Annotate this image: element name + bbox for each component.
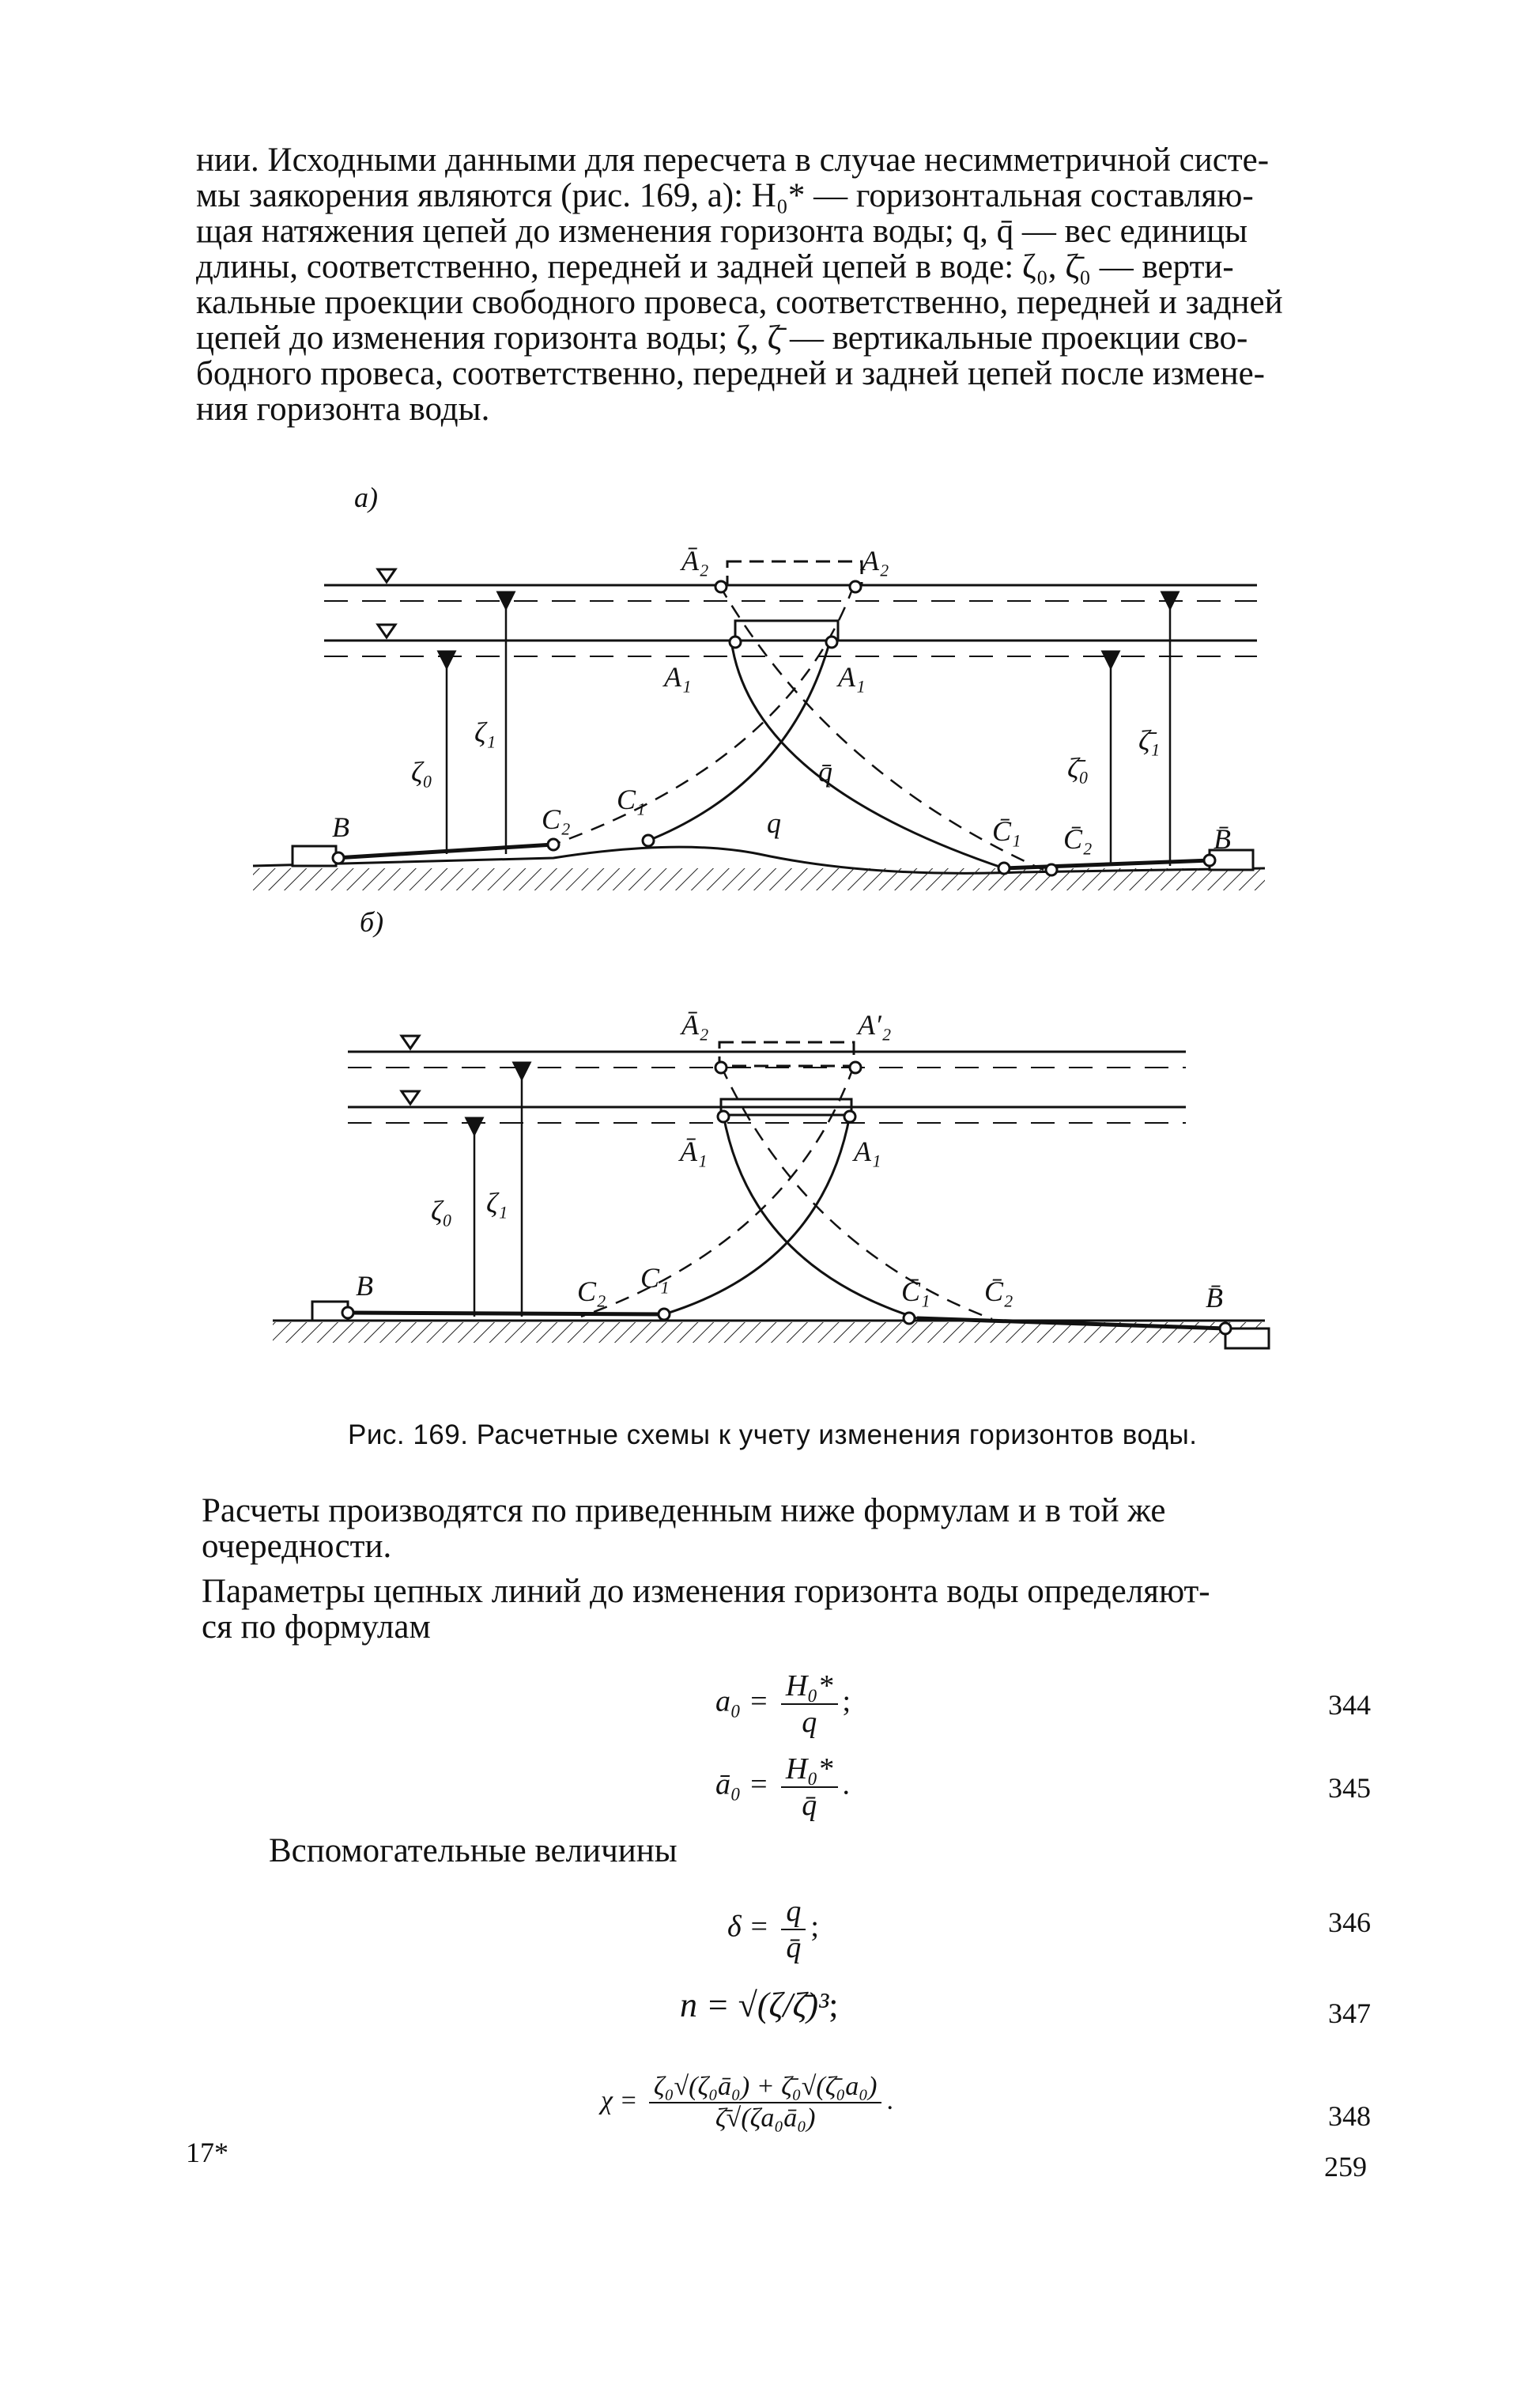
label-b-b-bar: B̄ — [1206, 1282, 1223, 1313]
label-a2: A₂ — [862, 545, 889, 576]
panel-b-label: б) — [360, 906, 384, 938]
text-line: длины, соответственно, передней и задней цепей в воде: ζ₀, ζ̄₀ — верти- — [196, 248, 1234, 285]
label-a1-left: A₁ — [664, 661, 692, 693]
label-b-a2-prime: A′₂ — [858, 1009, 892, 1041]
label-b: B — [332, 811, 349, 843]
text-line: Расчеты производятся по приведенным ниже формулам и в той же — [202, 1492, 1166, 1529]
label-b-a1-left: Ā₁ — [680, 1136, 708, 1167]
text-line: Параметры цепных линий до изменения горизонта воды определяют- — [202, 1573, 1210, 1610]
label-b-c1: C₁ — [640, 1262, 670, 1294]
label-a1-right: A₁ — [838, 661, 866, 693]
text-line: нии. Исходными данными для пересчета в случае несимметричной систе- — [196, 142, 1270, 179]
paragraph-calculations — [202, 1493, 1364, 1564]
equation-number: 346 — [1328, 1907, 1371, 1938]
label-q: q — [767, 807, 781, 839]
label-c1-bar: C̄₁ — [992, 815, 1021, 847]
equation-346: δ = $\frac{q}{q̄}$ ; — [727, 1895, 819, 1964]
equation-number: 347 — [1328, 1997, 1371, 2029]
equation-347: n = √(ζ/ζ̄)³; — [680, 1986, 839, 2024]
panel-a-diagram — [253, 561, 1265, 890]
text-line: ся по формулам — [202, 1608, 431, 1646]
page-number: 259 — [1324, 2151, 1367, 2183]
label-b-zeta0: ζ₀ — [431, 1195, 453, 1226]
label-b-b: B — [356, 1270, 373, 1302]
equation-345: ā₀ = $\frac{\text{H₀*}}{q̄}$ . — [715, 1752, 851, 1822]
label-b-c2: C₂ — [577, 1276, 606, 1307]
text-line: мы заякорения являются (рис. 169, а): Н₀* — горизонтальная составляю- — [196, 177, 1254, 214]
label-b-c1-bar: C̄₁ — [901, 1276, 930, 1307]
label-zeta0-bar: ζ̄₀ — [1067, 752, 1089, 784]
text-line: щая натяжения цепей до изменения горизонта воды; q, q̄ — вес единицы — [196, 213, 1247, 250]
panel-a-label: а) — [354, 482, 378, 513]
equation-348: χ = $\frac{\text{ζ₀√(ζ₀ā₀) + ζ̄₀√(ζ̄₀a₀)}}{\text{ζ̄√(ζa₀ā₀)}}$ . — [601, 2072, 893, 2133]
signature-mark: 17* — [186, 2137, 228, 2168]
text-line: бодного провеса, соответственно, передней и задней цепей после измене- — [196, 355, 1266, 392]
water-level-marker — [378, 569, 395, 582]
label-b-bar: B̄ — [1214, 823, 1231, 855]
label-c2-bar: C̄₂ — [1063, 823, 1093, 855]
label-zeta1: ζ₁ — [474, 716, 496, 748]
label-b-a2-bar: Ā₂ — [681, 1009, 709, 1041]
text-line: кальные проекции свободного провеса, соответственно, передней и задней — [196, 284, 1283, 321]
chain-front-b — [723, 1115, 917, 1318]
label-zeta0: ζ₀ — [411, 756, 433, 788]
pontoon-lower — [735, 621, 838, 641]
water-level-marker — [378, 625, 395, 637]
label-b-c2-bar: C̄₂ — [984, 1276, 1013, 1307]
panel-b-diagram — [273, 1036, 1269, 1348]
label-zeta1-bar: ζ̄₁ — [1138, 724, 1161, 756]
pontoon-upper — [727, 561, 862, 585]
label-a2-bar: Ā₂ — [681, 545, 709, 576]
equation-number: 348 — [1328, 2100, 1371, 2132]
label-b-a1-right: A₁ — [854, 1136, 881, 1167]
anchor-b — [293, 846, 336, 866]
figure-caption: Рис. 169. Расчетные схемы к учету изменения горизонтов воды. — [348, 1419, 1198, 1450]
equation-number: 345 — [1328, 1772, 1371, 1804]
text-line: очередности. — [202, 1528, 392, 1565]
paragraph-parameters — [202, 1574, 1364, 1645]
text-line: цепей до изменения горизонта воды; ζ, ζ̄ — вертикальные проекции сво- — [196, 319, 1248, 357]
equation-number: 344 — [1328, 1689, 1371, 1721]
label-b-zeta1: ζ₁ — [486, 1187, 508, 1219]
label-c1: C₁ — [617, 784, 646, 815]
label-q-bar: q̄ — [818, 756, 832, 788]
auxiliary-heading: Вспомогательные величины — [269, 1832, 678, 1869]
text-line: ния горизонта воды. — [196, 391, 490, 428]
label-c2: C₂ — [542, 803, 571, 835]
equation-344: a₀ = $\frac{\text{H₀*}}{q}$ ; — [715, 1669, 851, 1739]
